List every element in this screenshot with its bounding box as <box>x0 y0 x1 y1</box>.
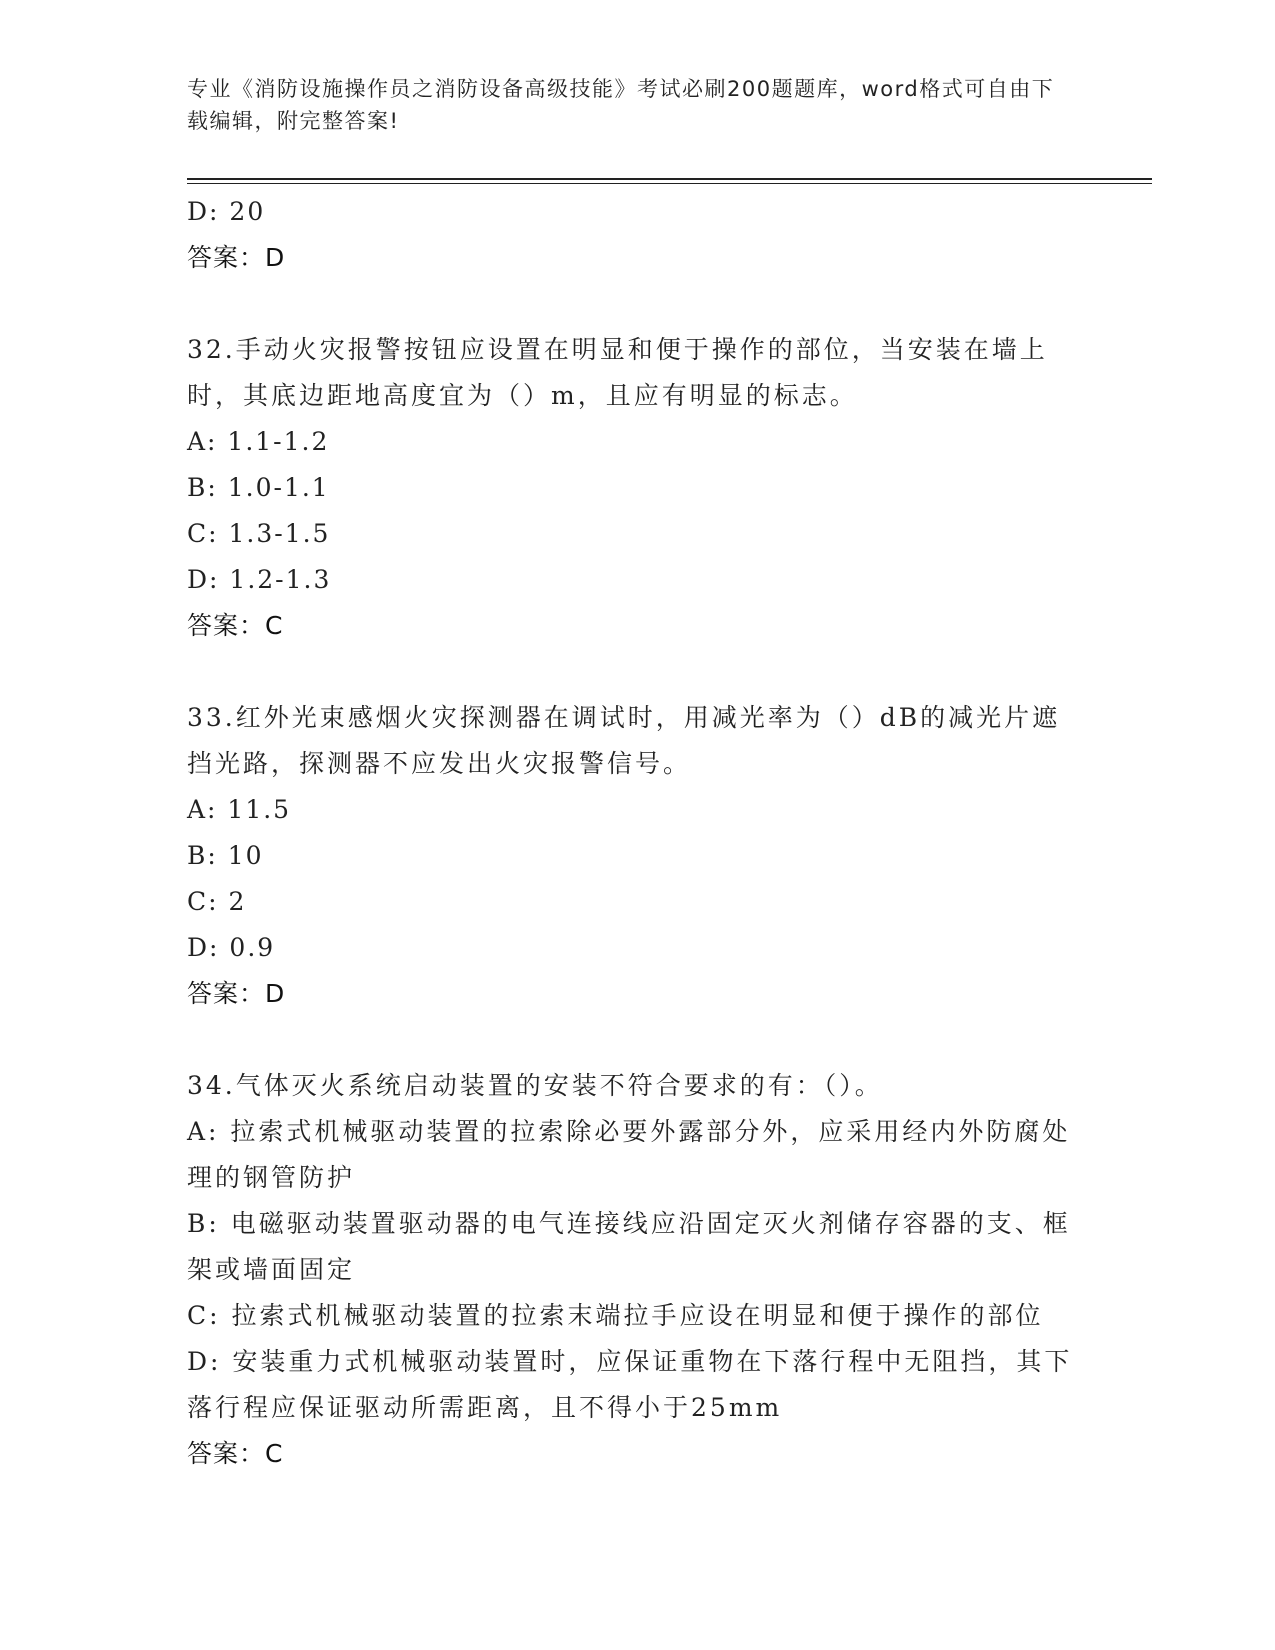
question-answer: 答案：D <box>187 979 286 1008</box>
option-d: D: 0.9 <box>187 933 276 962</box>
question-32 <box>187 327 1087 649</box>
option-d: D: 安装重力式机械驱动装置时，应保证重物在下落行程中无阻挡，其下落行程应保证驱动所需距离，且不得小于25mm <box>187 1347 1073 1422</box>
option-c: C: 2 <box>187 887 247 916</box>
question-34 <box>187 1063 1087 1477</box>
prev-question-answer: 答案：D <box>187 243 286 272</box>
question-33 <box>187 695 1087 1017</box>
question-stem: 34.气体灭火系统启动装置的安装不符合要求的有：（）。 <box>187 1071 883 1100</box>
document-body <box>187 189 1087 1477</box>
question-answer: 答案：C <box>187 611 284 640</box>
option-a: A: 1.1-1.2 <box>187 427 330 456</box>
option-a: A: 11.5 <box>187 795 292 824</box>
option-c: C: 1.3-1.5 <box>187 519 331 548</box>
option-b: B: 电磁驱动装置驱动器的电气连接线应沿固定灭火剂储存容器的支、框架或墙面固定 <box>187 1209 1071 1284</box>
header-divider-thin <box>187 183 1152 184</box>
prev-question-option-d: D: 20 <box>187 197 266 226</box>
option-b: B: 1.0-1.1 <box>187 473 330 502</box>
page-header <box>187 73 1067 137</box>
option-b: B: 10 <box>187 841 264 870</box>
option-a: A: 拉索式机械驱动装置的拉索除必要外露部分外，应采用经内外防腐处理的钢管防护 <box>187 1117 1071 1192</box>
question-stem: 32.手动火灾报警按钮应设置在明显和便于操作的部位，当安装在墙上时，其底边距地高度宜为（）m，且应有明显的标志。 <box>187 335 1048 410</box>
header-divider-thick <box>187 178 1152 180</box>
option-d: D: 1.2-1.3 <box>187 565 332 594</box>
question-answer: 答案：C <box>187 1439 284 1468</box>
option-c: C: 拉索式机械驱动装置的拉索末端拉手应设在明显和便于操作的部位 <box>187 1301 1044 1330</box>
header-title: 专业《消防设施操作员之消防设备高级技能》考试必刷200题题库，word格式可自由下载编辑，附完整答案! <box>187 77 1055 133</box>
question-stem: 33.红外光束感烟火灾探测器在调试时，用减光率为（）dB的减光片遮挡光路，探测器不应发出火灾报警信号。 <box>187 703 1061 778</box>
